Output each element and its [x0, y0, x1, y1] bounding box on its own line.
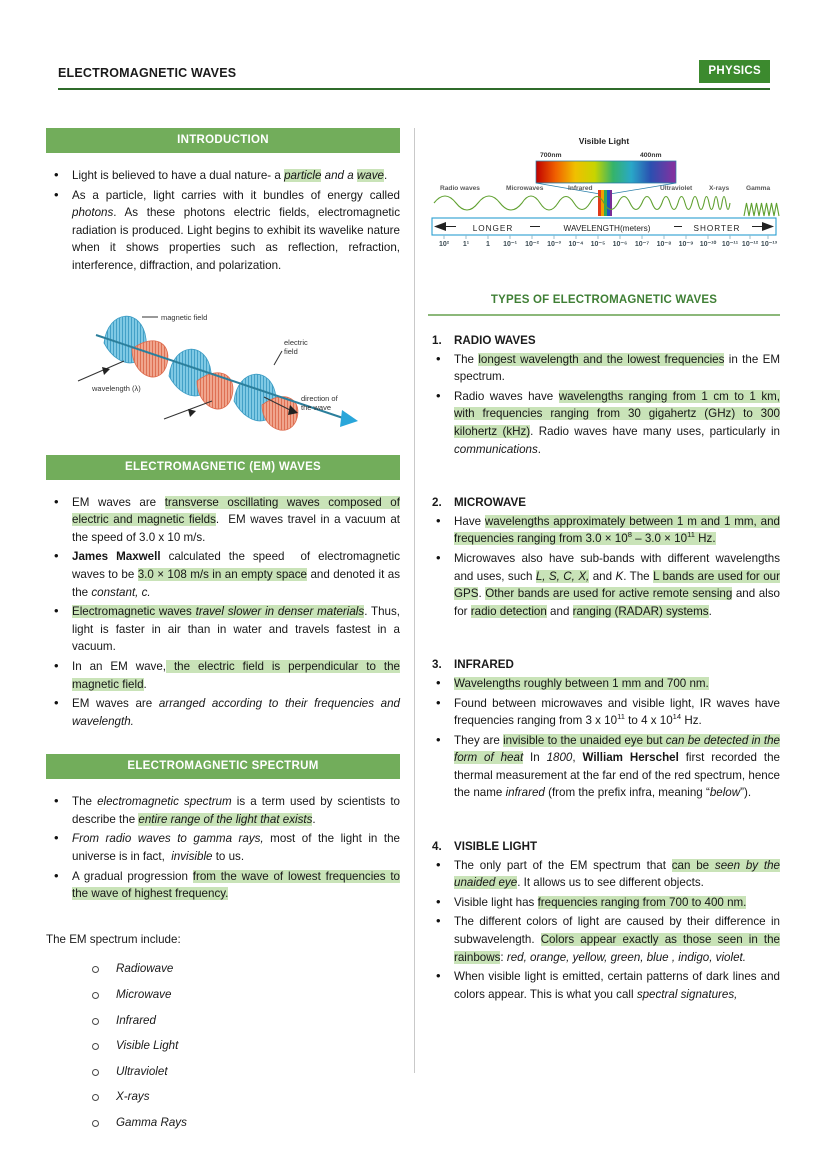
svg-text:10²: 10² — [438, 241, 450, 246]
axis-label-shorter: SHORTER — [693, 224, 741, 233]
spectrum-include-label: The EM spectrum include: — [46, 932, 181, 946]
svg-text:10⁻³: 10⁻³ — [547, 241, 561, 246]
spectrum-tick-labels — [439, 240, 778, 246]
label-400nm: 400nm — [640, 152, 662, 159]
em-spectrum-svg — [428, 128, 780, 246]
list-item: • Light is believed to have a dual nature- a particle and a wave. — [46, 167, 400, 185]
em-waves-list — [46, 494, 400, 731]
svg-text:10⁻⁷: 10⁻⁷ — [634, 241, 650, 246]
svg-text:10⁻²: 10⁻² — [525, 241, 539, 246]
list-item: • Visible light has frequencies ranging from 700 to 400 nm. — [428, 894, 780, 912]
svg-text:10⁻⁸: 10⁻⁸ — [656, 241, 672, 246]
header-divider — [58, 88, 770, 90]
column-divider — [414, 128, 415, 1073]
subject-badge: PHYSICS — [699, 60, 770, 83]
label-direction: direction of — [301, 393, 338, 403]
svg-text:10⁻¹⁰: 10⁻¹⁰ — [699, 241, 717, 246]
em-wave-svg — [46, 293, 400, 435]
list-item: • The longest wavelength and the lowest frequencies in the EM spectrum. — [428, 351, 780, 386]
list-item: • EM waves are arranged according to their frequencies and wavelength. — [46, 695, 400, 730]
list-item: • The electromagnetic spectrum is a term used by scientists to describe the entire range of the light that exists. — [46, 793, 400, 828]
list-item: Ultraviolet — [116, 1063, 400, 1081]
list-item: Gamma Rays — [116, 1114, 400, 1132]
list-item: Infrared — [116, 1012, 400, 1030]
list-item: • Microwaves also have sub-bands with different wavelengths and uses, such L, S, C, X, and K. The L bands are used for our GPS. Other bands are used for active remote sensing and also for radio detection and ranging (RADAR) systems. — [428, 550, 780, 620]
band-label-gamma: Gamma — [746, 185, 771, 192]
type-heading — [428, 838, 780, 856]
axis-label-wavelength: WAVELENGTH(meters) — [563, 224, 651, 233]
right-column — [428, 128, 780, 1005]
list-item: Visible Light — [116, 1037, 400, 1055]
svg-text:10⁻⁵: 10⁻⁵ — [590, 241, 606, 246]
list-item: • Found between microwaves and visible light, IR waves have frequencies ranging from 3 x $10^{11}$ to 4 x $10^{14}$ Hz. — [428, 695, 780, 730]
page-title: ELECTROMAGNETIC WAVES — [58, 66, 237, 80]
band-label-ultraviolet: Ultraviolet — [660, 185, 693, 192]
label-700nm: 700nm — [540, 152, 562, 159]
type-name: RADIO WAVES — [454, 334, 536, 347]
list-item: X-rays — [116, 1088, 400, 1106]
heading-types-of-em-waves: TYPES OF ELECTROMAGNETIC WAVES — [490, 294, 718, 306]
type-name: VISIBLE LIGHT — [454, 840, 538, 854]
em-spectrum-diagram — [428, 128, 780, 246]
svg-text:1: 1 — [486, 241, 490, 246]
svg-text:10⁻¹²: 10⁻¹² — [741, 241, 759, 246]
left-column — [46, 128, 400, 1140]
list-item: • The only part of the EM spectrum that can be seen by the unaided eye. It allows us to see different objects. — [428, 857, 780, 892]
visible-light-list — [428, 857, 780, 1004]
type-visible-light — [428, 838, 780, 1003]
type-microwave — [428, 494, 780, 620]
type-radio-waves — [428, 332, 780, 458]
microwave-list — [428, 513, 780, 621]
visible-light-title: Visible Light — [578, 136, 630, 146]
list-item: • From radio waves to gamma rays, most of the light in the universe is in fact, invisible to us. — [46, 830, 400, 865]
em-wave-diagram — [46, 293, 400, 435]
spectrum-include-list — [46, 960, 400, 1131]
list-item: • A gradual progression from the wave of lowest frequencies to the wave of highest frequency. — [46, 868, 400, 903]
type-heading — [428, 494, 780, 512]
type-infrared — [428, 656, 780, 802]
list-item: • In an EM wave, the electric field is perpendicular to the magnetic field. — [46, 658, 400, 693]
banner-em-spectrum: ELECTROMAGNETIC SPECTRUM — [46, 754, 400, 779]
type-name: MICROWAVE — [454, 496, 526, 510]
label-electric-field: electric — [284, 337, 308, 347]
band-label-xrays: X-rays — [709, 185, 730, 192]
type-number: 3. — [432, 658, 442, 672]
list-item: • Radio waves have wavelengths ranging from 1 cm to 1 km, with frequencies ranging from 30 gigahertz (GHz) to 300 kilohertz (kHz). Radio waves have many uses, particularly in communications. — [428, 388, 780, 458]
band-label-radio: Radio waves — [440, 185, 480, 192]
list-item: • Wavelengths roughly between 1 mm and 700 nm. — [428, 675, 780, 693]
em-spectrum-list — [46, 793, 400, 903]
list-item: • EM waves are transverse oscillating waves composed of electric and magnetic fields. EM waves travel in a vacuum at the speed of 3.0 x 10 m/s. — [46, 494, 400, 547]
page-header — [58, 64, 770, 96]
type-heading — [428, 332, 780, 350]
label-magnetic-field: magnetic field — [161, 312, 208, 322]
svg-text:10⁻¹: 10⁻¹ — [503, 241, 517, 246]
svg-text:10⁻⁹: 10⁻⁹ — [678, 241, 694, 246]
svg-text:1¹: 1¹ — [462, 241, 470, 246]
list-item: • As a particle, light carries with it bundles of energy called photons. As these photons electric fields, electromagnetic radiation is produced. Light begins to exhibit its wavelike nature when it shows properties such as reflection, refraction, interference, diffraction, and polarization. — [46, 187, 400, 275]
band-label-infrared: Infrared — [568, 185, 593, 192]
type-number: 2. — [432, 496, 442, 510]
label-electric-field-2: field — [284, 346, 298, 356]
type-number: 1. — [432, 334, 442, 347]
axis-label-longer: LONGER — [472, 224, 514, 233]
label-direction-2: the wave — [301, 402, 332, 412]
list-item: • Have wavelengths approximately between 1 m and 1 mm, and frequencies ranging from $3.0 \times 10^8 - 3.0 \times 10^{11}$ Hz. — [428, 513, 780, 548]
list-item: • The different colors of light are caused by their difference in subwavelength. Colors appear exactly as those seen in the rainbows: red, orange, yellow, green, blue , indigo, violet. — [428, 913, 780, 966]
infrared-list — [428, 675, 780, 802]
svg-text:10⁻¹¹: 10⁻¹¹ — [721, 241, 739, 246]
list-item: Radiowave — [116, 960, 400, 978]
list-item: • They are invisible to the unaided eye but can be detected in the form of heat In 1800, William Herschel first recorded the thermal measurement at the far end of the red spectrum, hence the name infrared (from the prefix infra, meaning “below”). — [428, 732, 780, 802]
banner-introduction: INTRODUCTION — [46, 128, 400, 153]
svg-text:10⁻⁴: 10⁻⁴ — [568, 241, 584, 246]
list-item: Microwave — [116, 986, 400, 1004]
type-heading — [428, 656, 780, 674]
list-item: • James Maxwell calculated the speed of electromagnetic waves to be 3.0 × 108 m/s in an empty space and denoted it as the constant, c. — [46, 548, 400, 601]
svg-text:10⁻¹³: 10⁻¹³ — [760, 241, 778, 246]
label-wavelength: wavelength (λ) — [92, 383, 141, 393]
list-item: • Electromagnetic waves travel slower in denser materials. Thus, light is faster in air than in water and travels fastest in a vacuum. — [46, 603, 400, 656]
banner-em-waves: ELECTROMAGNETIC (EM) WAVES — [46, 455, 400, 480]
introduction-list — [46, 167, 400, 275]
type-name: INFRARED — [454, 658, 514, 672]
list-item: • When visible light is emitted, certain patterns of dark lines and colors appear. This is what you call spectral signatures, — [428, 968, 780, 1003]
type-number: 4. — [432, 840, 442, 854]
heading-underline — [428, 314, 780, 316]
band-label-microwaves: Microwaves — [506, 185, 544, 192]
radio-waves-list — [428, 351, 780, 459]
svg-text:10⁻⁶: 10⁻⁶ — [612, 241, 628, 246]
